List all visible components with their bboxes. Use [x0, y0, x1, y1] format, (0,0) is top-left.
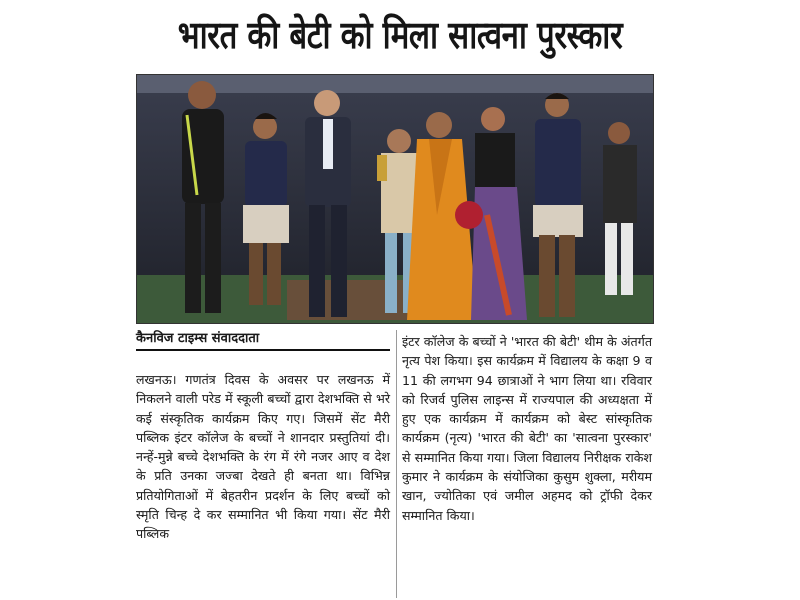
byline: कैनविज टाइम्स संवाददाता	[136, 328, 390, 351]
article-right-column	[402, 332, 652, 525]
photo-illustration	[137, 75, 653, 323]
award-ceremony-photo	[136, 74, 654, 324]
article-left-column	[136, 370, 390, 544]
right-column-text: इंटर कॉलेज के बच्चों ने 'भारत की बेटी' थीम के अंतर्गत नृत्य पेश किया। इस कार्यक्रम में विद्यालय के कक्षा 9 व 11 की लगभग 94 छात्राओं ने भाग लिया था। रविवार को रिजर्व पुलिस लाइन्स में राज्यपाल की अध्यक्षता में हुए एक कार्यक्रम में कार्यक्रम को बेस्ट सांस्कृतिक कार्यक्रम (नृत्य) 'भारत की बेटी' का 'सात्वना पुरस्कार' से सम्मानित किया गया। जिला विद्यालय निरीक्षक राकेश कुमार ने कार्यक्रम के संयोजिका कुसुम शुक्ला, मरीयम खान, ज्योतिका एवं जमील अहमद को ट्रॉफी देकर सम्मानित किया।	[402, 334, 652, 523]
column-divider	[396, 330, 397, 598]
headline: भारत की बेटी को मिला सात्वना पुरस्कार	[177, 13, 623, 57]
left-column-text: लखनऊ। गणतंत्र दिवस के अवसर पर लखनऊ में निकलने वाली परेड में स्कूली बच्चों द्वारा देशभक्ति से भरे कई संस्कृतिक कार्यक्रम किए गए। जिसमें सेंट मैरी पब्लिक इंटर कॉलेज के बच्चों ने शानदार प्रस्तुतियां दी। नन्हें-मुन्ने बच्चे देशभक्ति के रंग में रंगे नजर आए व देश के प्रति उनका जज्बा देखते ही बनता था। विभिन्न प्रतियोगिताओं में बेहतरीन प्रदर्शन के लिए बच्चों को स्मृति चिन्ह दे कर सम्मानित भी किया गया। सेंट मैरी पब्लिक	[136, 372, 390, 542]
